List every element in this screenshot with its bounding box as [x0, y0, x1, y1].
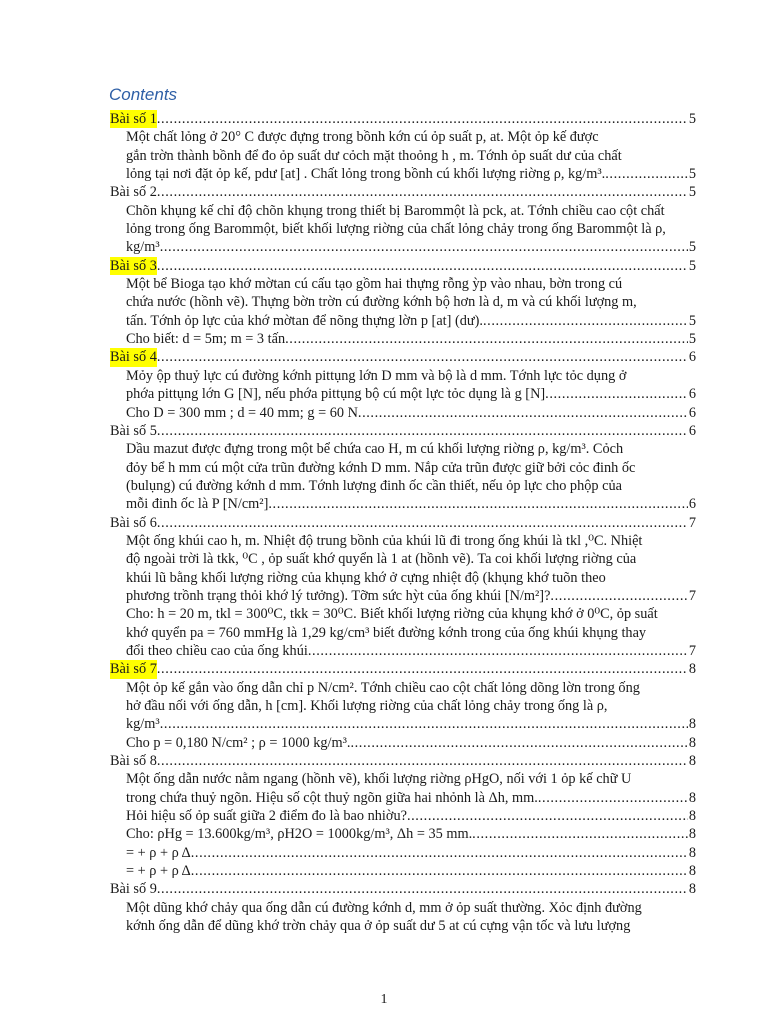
toc-entry-heading[interactable] — [110, 183, 696, 201]
toc-page-number: 6 — [688, 422, 696, 439]
toc-entry-label: Bài số 3 — [110, 257, 157, 274]
dot-leader — [483, 312, 688, 330]
toc-entry-label: = + ρ + ρ Δ — [126, 844, 191, 861]
toc-entry-label: Bài số 4 — [110, 349, 157, 366]
toc-page-number: 7 — [688, 587, 696, 604]
dot-leader — [157, 348, 688, 366]
toc-entry-label: mỗi đinh ốc là P [N/cm²] — [126, 496, 269, 513]
toc-entry-label: Bài số 8 — [110, 753, 157, 770]
toc-entry-text — [110, 715, 696, 733]
toc-entry-heading[interactable] — [110, 752, 696, 770]
toc-entry-text — [110, 128, 696, 146]
page-number: 1 — [380, 992, 388, 1007]
toc-entry-text — [110, 477, 696, 495]
toc-entry-label: Chõn khụng kế chỉ độ chõn khụng trong thiết bị Barommột là pck, at. Tớnh chiều cao cột chất — [126, 202, 665, 219]
toc-entry-label: Bài số 2 — [110, 184, 157, 201]
toc-entry-label: Cho biết: d = 5m; m = 3 tấn — [126, 331, 286, 348]
toc-entry-text — [110, 147, 696, 165]
dot-leader — [157, 183, 688, 201]
toc-entry-label: Một dũng khớ chảy qua ống dẫn cú đường kớnh d, mm ở ỏp suất thường. Xỏc định đường — [126, 899, 642, 916]
toc-page-number: 6 — [688, 404, 696, 421]
toc-page-number: 8 — [688, 808, 696, 825]
toc-entry-text — [110, 202, 696, 220]
toc-entry-label: hở đầu nối với ống dẫn, h [cm]. Khối lượng riờng của chất lỏng chảy trong ống là ρ, — [126, 698, 608, 714]
dot-leader — [157, 880, 688, 898]
dot-leader — [472, 825, 688, 843]
toc-entry-label: = + ρ + ρ Δ — [126, 863, 191, 880]
toc-entry-text — [110, 312, 696, 330]
toc-page-number: 6 — [688, 386, 696, 403]
toc-entry-text — [110, 587, 696, 605]
dot-leader — [605, 165, 688, 183]
dot-leader — [550, 587, 687, 605]
toc-entry-label: Bài số 1 — [110, 111, 157, 127]
toc-entry-label: kớnh ống dẫn để dũng khớ trờn chảy qua ở ỏp suất dư 5 at cú cựng vận tốc và lưu lượng — [126, 918, 631, 935]
toc-entry-text — [110, 899, 696, 917]
dot-leader — [191, 862, 688, 880]
dot-leader — [157, 110, 688, 128]
toc-entry-heading[interactable] — [110, 348, 696, 366]
toc-page-number: 5 — [688, 239, 696, 256]
toc-entry-label: đỏy bể h mm cú một cửa trũn đường kớnh D mm. Nắp cửa trũn được giữ bởi cỏc đinh ốc — [126, 459, 636, 476]
toc-entry-text — [110, 734, 696, 752]
toc-entry-text — [110, 844, 696, 862]
toc-entry-heading[interactable] — [110, 880, 696, 898]
dot-leader — [157, 752, 688, 770]
toc-entry-label: phương trồnh trạng thỏi khớ lý tưởng). Tỡm sức hỳt của ống khúi [N/m²]? — [126, 587, 551, 604]
dot-leader — [407, 807, 688, 825]
toc-entry-label: Hỏi hiệu số ỏp suất giữa 2 điểm đo là bao nhiờu? — [126, 808, 407, 825]
toc-entry-text — [110, 697, 696, 715]
toc-entry-label: Một ỏp kế gắn vào ống dẫn chỉ p N/cm². Tớnh chiều cao cột chất lỏng dõng lờn trong ống — [126, 679, 640, 696]
toc-entry-text — [110, 789, 696, 807]
toc-page-number: 8 — [688, 826, 696, 843]
toc-entry-label: Cho: h = 20 m, tkl = 300⁰C, tkk = 30⁰C. Biết khối lượng riờng của khụng khớ ở 0⁰C, ỏp suất — [126, 606, 658, 623]
toc-page-number: 7 — [688, 514, 696, 531]
toc-page-number: 5 — [688, 312, 696, 329]
toc-entry-text — [110, 238, 696, 256]
toc-page-number: 5 — [688, 257, 696, 274]
toc-entry-label: lỏng tại nơi đặt ỏp kế, pdư [at] . Chất lỏng trong bồnh cú khối lượng riờng ρ, kg/m³. — [126, 166, 606, 183]
toc-page-number: 8 — [688, 863, 696, 880]
dot-leader — [538, 789, 688, 807]
toc-page-number: 8 — [688, 753, 696, 770]
dot-leader — [285, 330, 688, 348]
toc-page-number: 5 — [688, 184, 696, 201]
table-of-contents — [110, 110, 696, 935]
toc-entry-label: Một ống khúi cao h, m. Nhiệt độ trung bồnh của khúi lũ đi trong ống khúi là tkl ,⁰C. Nhiệt — [126, 532, 643, 549]
toc-entry-label: Cho: ρHg = 13.600kg/m³, ρH2O = 1000kg/m³, Δh = 35 mm. — [126, 826, 473, 843]
toc-entry-label: gắn trờn thành bồnh để đo ỏp suất dư cỏch mặt thoỏng h , m. Tớnh ỏp suất dư của chất — [126, 147, 622, 164]
toc-entry-label: lỏng trong ống Barommột, biết khối lượng riờng của chất lỏng chảy trong ống Barommột là ρ, — [126, 221, 666, 238]
toc-entry-heading[interactable] — [110, 110, 696, 128]
dot-leader — [191, 844, 688, 862]
dot-leader — [157, 514, 688, 532]
toc-entry-text — [110, 862, 696, 880]
toc-page-number: 7 — [688, 642, 696, 659]
toc-entry-text — [110, 165, 696, 183]
dot-leader — [358, 404, 688, 422]
toc-entry-text — [110, 367, 696, 385]
toc-page-number: 5 — [688, 331, 696, 348]
toc-entry-text — [110, 459, 696, 477]
dot-leader — [350, 734, 687, 752]
toc-page-number: 8 — [688, 716, 696, 733]
toc-page-number: 8 — [688, 881, 696, 898]
toc-entry-label: Một chất lỏng ở 20° C được đựng trong bồnh kớn cú ỏp suất p, at. Một ỏp kế được — [126, 129, 599, 146]
toc-entry-text — [110, 404, 696, 422]
toc-entry-label: Cho D = 300 mm ; d = 40 mm; g = 60 N — [126, 404, 358, 421]
toc-entry-label: đổi theo chiều cao của ống khúi — [126, 642, 308, 659]
dot-leader — [157, 257, 688, 275]
dot-leader — [268, 495, 688, 513]
toc-entry-text — [110, 679, 696, 697]
dot-leader — [308, 642, 688, 660]
toc-entry-text — [110, 293, 696, 311]
toc-page-number: 8 — [688, 844, 696, 861]
toc-page-number: 8 — [688, 789, 696, 806]
toc-entry-text — [110, 770, 696, 788]
toc-entry-text — [110, 807, 696, 825]
toc-entry-text — [110, 330, 696, 348]
toc-entry-heading[interactable] — [110, 257, 696, 275]
toc-entry-label: trong chứa thuỷ ngõn. Hiệu số cột thuỷ ngõn giữa hai nhỏnh là Δh, mm. — [126, 789, 538, 806]
toc-entry-heading[interactable] — [110, 422, 696, 440]
toc-entry-label: Một bể Bioga tạo khớ mờtan cú cấu tạo gồm hai thựng rỗng ỳp vào nhau, bờn trong cú — [126, 276, 623, 293]
toc-entry-label: kg/m³ — [126, 239, 160, 256]
toc-entry-text — [110, 642, 696, 660]
dot-leader — [160, 715, 688, 733]
toc-entry-text — [110, 275, 696, 293]
toc-entry-text — [110, 440, 696, 458]
dot-leader — [160, 238, 688, 256]
toc-entry-text — [110, 532, 696, 550]
toc-entry-label: Bài số 9 — [110, 881, 157, 898]
dot-leader — [157, 660, 688, 678]
toc-entry-label: khớ quyển pa = 760 mmHg là 1,29 kg/cm³ biết đường kớnh trong của ống khúi khụng thay — [126, 624, 647, 641]
toc-page-number: 8 — [688, 734, 696, 751]
toc-entry-text — [110, 495, 696, 513]
toc-entry-text — [110, 550, 696, 568]
toc-page-number: 5 — [688, 166, 696, 183]
toc-entry-text — [110, 605, 696, 623]
toc-entry-label: Cho p = 0,180 N/cm² ; ρ = 1000 kg/m³. — [126, 734, 351, 751]
toc-entry-label: Bài số 7 — [110, 661, 157, 678]
toc-entry-label: Một ống dẫn nước nằm ngang (hồnh vẽ), khối lượng riờng ρHgO, nối với 1 ỏp kế chữ U — [126, 771, 632, 788]
toc-entry-label: kg/m³ — [126, 716, 160, 733]
toc-entry-text — [110, 220, 696, 238]
toc-entry-heading[interactable] — [110, 660, 696, 678]
toc-entry-label: tấn. Tớnh ỏp lực của khớ mờtan để nõng thựng lờn p [at] (dư). — [126, 312, 483, 329]
toc-entry-text — [110, 917, 696, 935]
toc-entry-text — [110, 569, 696, 587]
toc-entry-heading[interactable] — [110, 514, 696, 532]
toc-entry-label: Mỏy ộp thuỷ lực cú đường kớnh pittụng lớn D mm và bộ là d mm. Tớnh lực tỏc dụng ở — [126, 367, 627, 384]
dot-leader — [157, 422, 688, 440]
toc-entry-text — [110, 385, 696, 403]
toc-page-number: 6 — [688, 349, 696, 366]
toc-entry-label: độ ngoài trời là tkk, ⁰C , ỏp suất khớ quyển là 1 at (hồnh vẽ). Ta coi khối lượng riờng của — [126, 551, 637, 568]
toc-entry-label: Bài số 5 — [110, 422, 157, 439]
contents-heading: Contents — [109, 85, 178, 104]
toc-entry-label: phớa pittụng lớn G [N], nếu phớa pittụng bộ cú một lực tỏc dụng là g [N] — [126, 386, 546, 403]
toc-entry-text — [110, 825, 696, 843]
toc-entry-label: khúi lũ bằng khối lượng riờng của khụng khớ ở cựng nhiệt độ (khụng khớ tuõn theo — [126, 569, 606, 586]
toc-entry-label: Dầu mazut được đựng trong một bể chứa cao H, m cú khối lượng riờng ρ, kg/m³. Cỏch — [126, 441, 624, 458]
dot-leader — [545, 385, 688, 403]
toc-entry-label: Bài số 6 — [110, 514, 157, 531]
toc-page-number: 6 — [688, 496, 696, 513]
toc-entry-text — [110, 624, 696, 642]
toc-page-number: 5 — [688, 111, 696, 127]
toc-page-number: 8 — [688, 661, 696, 678]
toc-entry-label: chứa nước (hồnh vẽ). Thựng bờn trờn cú đường kớnh bộ hơn là d, m và cú khối lượng m, — [126, 294, 637, 311]
toc-entry-label: (bulụng) cú đường kớnh d mm. Tớnh lượng đinh ốc cần thiết, nếu ỏp lực cho phộp của — [126, 477, 622, 494]
